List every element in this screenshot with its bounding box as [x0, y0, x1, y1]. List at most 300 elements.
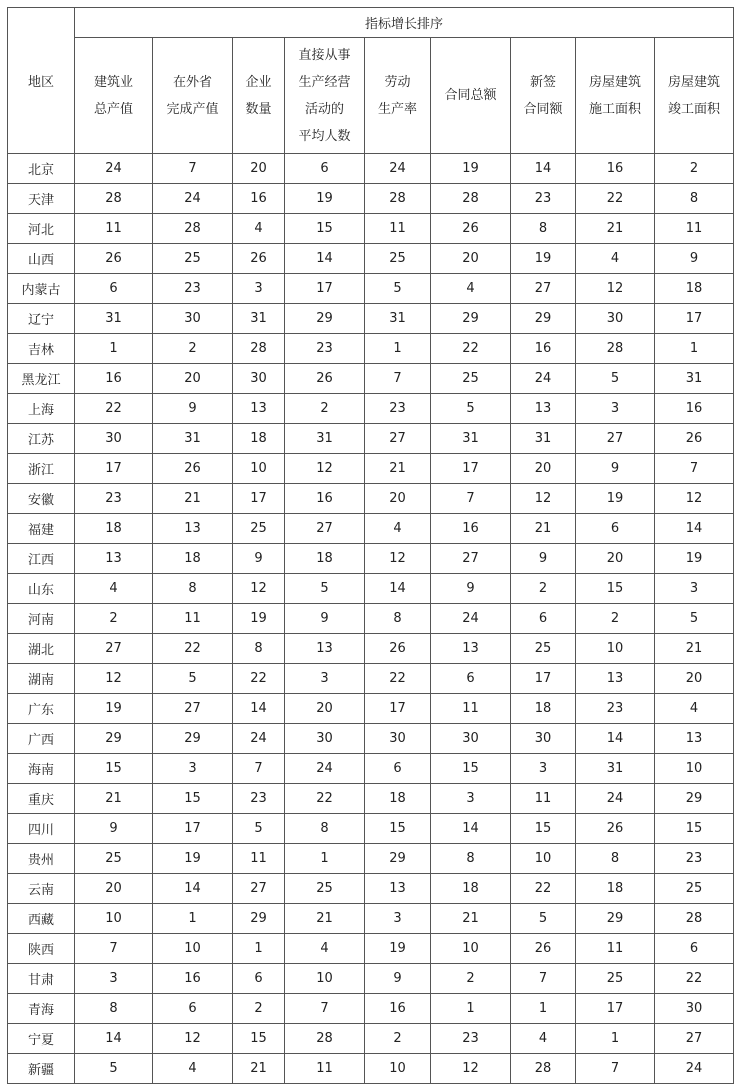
table-row	[8, 154, 734, 184]
rank-cell: 4	[365, 514, 431, 544]
rank-cell: 28	[655, 904, 734, 934]
column-header-line: 劳动	[384, 74, 411, 90]
rank-cell: 31	[655, 364, 734, 394]
rank-cell: 5	[285, 574, 365, 604]
group-header-row	[8, 8, 734, 38]
column-header-line: 竣工面积	[667, 101, 720, 117]
rank-cell: 9	[576, 454, 655, 484]
rank-cell: 31	[285, 424, 365, 454]
column-header-line: 数量	[245, 101, 272, 117]
rank-cell: 17	[233, 484, 285, 514]
rank-cell: 9	[431, 574, 511, 604]
rank-cell: 1	[153, 904, 233, 934]
rank-cell: 3	[365, 904, 431, 934]
column-header-line: 新签	[529, 74, 556, 90]
rank-cell: 14	[153, 874, 233, 904]
rank-cell: 31	[75, 304, 153, 334]
rank-cell: 5	[431, 394, 511, 424]
rank-cell: 19	[285, 184, 365, 214]
table-row	[8, 844, 734, 874]
rank-cell: 1	[431, 994, 511, 1024]
rank-cell: 25	[285, 874, 365, 904]
rank-cell: 24	[233, 724, 285, 754]
rank-cell: 11	[431, 694, 511, 724]
rank-cell: 21	[511, 514, 576, 544]
rank-cell: 22	[655, 964, 734, 994]
rank-cell: 2	[75, 604, 153, 634]
rank-cell: 25	[75, 844, 153, 874]
rank-cell: 20	[365, 484, 431, 514]
rank-cell: 7	[576, 1054, 655, 1084]
rank-cell: 10	[365, 1054, 431, 1084]
rank-cell: 15	[576, 574, 655, 604]
rank-cell: 16	[153, 964, 233, 994]
region-cell: 江西	[8, 544, 75, 574]
rank-cell: 20	[511, 454, 576, 484]
rank-cell: 7	[365, 364, 431, 394]
rank-cell: 30	[655, 994, 734, 1024]
rank-cell: 13	[233, 394, 285, 424]
table-row	[8, 604, 734, 634]
rank-cell: 23	[285, 334, 365, 364]
column-header-line: 合同额	[523, 101, 563, 117]
rank-cell: 1	[233, 934, 285, 964]
rank-cell: 22	[233, 664, 285, 694]
rank-cell: 13	[365, 874, 431, 904]
region-cell: 河南	[8, 604, 75, 634]
column-header	[233, 38, 285, 154]
rank-cell: 26	[511, 934, 576, 964]
column-header	[431, 38, 511, 154]
table-row	[8, 364, 734, 394]
ranking-table-container	[7, 7, 734, 1084]
rank-cell: 21	[431, 904, 511, 934]
rank-cell: 20	[233, 154, 285, 184]
rank-cell: 30	[511, 724, 576, 754]
rank-cell: 26	[365, 634, 431, 664]
rank-cell: 19	[233, 604, 285, 634]
rank-cell: 21	[75, 784, 153, 814]
rank-cell: 3	[655, 574, 734, 604]
rank-cell: 8	[153, 574, 233, 604]
rank-cell: 2	[511, 574, 576, 604]
rank-cell: 23	[655, 844, 734, 874]
rank-cell: 28	[511, 1054, 576, 1084]
region-cell: 上海	[8, 394, 75, 424]
rank-cell: 9	[75, 814, 153, 844]
rank-cell: 21	[655, 634, 734, 664]
rank-cell: 19	[365, 934, 431, 964]
rank-cell: 18	[233, 424, 285, 454]
rank-cell: 16	[285, 484, 365, 514]
rank-cell: 23	[431, 1024, 511, 1054]
rank-cell: 27	[75, 634, 153, 664]
rank-cell: 15	[655, 814, 734, 844]
table-row	[8, 874, 734, 904]
rank-cell: 21	[285, 904, 365, 934]
rank-cell: 2	[576, 604, 655, 634]
rank-cell: 4	[576, 244, 655, 274]
rank-cell: 12	[365, 544, 431, 574]
table-row	[8, 664, 734, 694]
rank-cell: 3	[511, 754, 576, 784]
rank-cell: 4	[75, 574, 153, 604]
rank-cell: 13	[285, 634, 365, 664]
rank-cell: 5	[576, 364, 655, 394]
rank-cell: 5	[75, 1054, 153, 1084]
rank-cell: 5	[511, 904, 576, 934]
rank-cell: 10	[431, 934, 511, 964]
rank-cell: 29	[655, 784, 734, 814]
rank-cell: 18	[511, 694, 576, 724]
region-cell: 黑龙江	[8, 364, 75, 394]
rank-cell: 31	[511, 424, 576, 454]
region-cell: 贵州	[8, 844, 75, 874]
rank-cell: 15	[365, 814, 431, 844]
rank-cell: 13	[153, 514, 233, 544]
rank-cell: 14	[233, 694, 285, 724]
rank-cell: 5	[153, 664, 233, 694]
rank-cell: 29	[431, 304, 511, 334]
rank-cell: 13	[431, 634, 511, 664]
rank-cell: 8	[233, 634, 285, 664]
rank-cell: 9	[655, 244, 734, 274]
table-row	[8, 574, 734, 604]
region-cell: 海南	[8, 754, 75, 784]
column-header-line: 平均人数	[298, 128, 351, 144]
rank-cell: 23	[511, 184, 576, 214]
table-row	[8, 1054, 734, 1084]
table-row	[8, 484, 734, 514]
table-row	[8, 994, 734, 1024]
rank-cell: 11	[576, 934, 655, 964]
rank-cell: 8	[75, 994, 153, 1024]
rank-cell: 28	[285, 1024, 365, 1054]
region-cell: 北京	[8, 154, 75, 184]
rank-cell: 19	[431, 154, 511, 184]
rank-cell: 27	[576, 424, 655, 454]
rank-cell: 3	[233, 274, 285, 304]
region-cell: 辽宁	[8, 304, 75, 334]
rank-cell: 20	[655, 664, 734, 694]
rank-cell: 30	[576, 304, 655, 334]
column-header-line: 房屋建筑	[588, 74, 641, 90]
rank-cell: 4	[233, 214, 285, 244]
rank-cell: 7	[511, 964, 576, 994]
table-row	[8, 274, 734, 304]
rank-cell: 31	[233, 304, 285, 334]
rank-cell: 10	[233, 454, 285, 484]
column-header-line: 施工面积	[588, 101, 641, 117]
rank-cell: 1	[655, 334, 734, 364]
rank-cell: 28	[431, 184, 511, 214]
rank-cell: 12	[576, 274, 655, 304]
rank-cell: 11	[511, 784, 576, 814]
rank-cell: 25	[655, 874, 734, 904]
region-cell: 浙江	[8, 454, 75, 484]
rank-cell: 11	[365, 214, 431, 244]
rank-cell: 29	[75, 724, 153, 754]
rank-cell: 3	[576, 394, 655, 424]
rank-cell: 20	[285, 694, 365, 724]
column-header-line: 总产值	[93, 101, 133, 117]
rank-cell: 16	[365, 994, 431, 1024]
rank-cell: 8	[576, 844, 655, 874]
rank-cell: 9	[511, 544, 576, 574]
rank-cell: 17	[655, 304, 734, 334]
rank-cell: 26	[285, 364, 365, 394]
column-header	[75, 38, 153, 154]
rank-cell: 21	[153, 484, 233, 514]
rank-cell: 7	[153, 154, 233, 184]
rank-cell: 15	[285, 214, 365, 244]
column-header-line: 生产率	[377, 101, 417, 117]
table-row	[8, 694, 734, 724]
rank-cell: 24	[75, 154, 153, 184]
rank-cell: 6	[431, 664, 511, 694]
rank-cell: 11	[285, 1054, 365, 1084]
rank-cell: 2	[431, 964, 511, 994]
rank-cell: 15	[233, 1024, 285, 1054]
rank-cell: 22	[431, 334, 511, 364]
rank-cell: 31	[576, 754, 655, 784]
table-row	[8, 214, 734, 244]
rank-cell: 25	[233, 514, 285, 544]
rank-cell: 19	[153, 844, 233, 874]
rank-cell: 25	[153, 244, 233, 274]
rank-cell: 13	[576, 664, 655, 694]
rank-cell: 28	[576, 334, 655, 364]
rank-cell: 14	[285, 244, 365, 274]
rank-cell: 1	[365, 334, 431, 364]
rank-cell: 25	[365, 244, 431, 274]
rank-cell: 14	[655, 514, 734, 544]
table-row	[8, 454, 734, 484]
table-row	[8, 814, 734, 844]
indicator-growth-ranking-table	[7, 7, 734, 1084]
rank-cell: 29	[365, 844, 431, 874]
rank-cell: 23	[233, 784, 285, 814]
region-cell: 西藏	[8, 904, 75, 934]
region-cell: 云南	[8, 874, 75, 904]
rank-cell: 16	[431, 514, 511, 544]
region-cell: 湖南	[8, 664, 75, 694]
region-cell: 江苏	[8, 424, 75, 454]
rank-cell: 27	[431, 544, 511, 574]
column-header-line: 房屋建筑	[667, 74, 720, 90]
rank-cell: 3	[431, 784, 511, 814]
rank-cell: 26	[431, 214, 511, 244]
rank-cell: 17	[75, 454, 153, 484]
column-header	[365, 38, 431, 154]
rank-cell: 6	[655, 934, 734, 964]
rank-cell: 17	[153, 814, 233, 844]
region-header: 地区	[8, 8, 75, 154]
rank-cell: 7	[431, 484, 511, 514]
rank-cell: 21	[365, 454, 431, 484]
rank-cell: 1	[511, 994, 576, 1024]
region-cell: 宁夏	[8, 1024, 75, 1054]
rank-cell: 26	[655, 424, 734, 454]
rank-cell: 7	[285, 994, 365, 1024]
rank-cell: 18	[365, 784, 431, 814]
column-header	[576, 38, 655, 154]
rank-cell: 10	[153, 934, 233, 964]
table-row	[8, 244, 734, 274]
rank-cell: 11	[655, 214, 734, 244]
rank-cell: 23	[365, 394, 431, 424]
region-cell: 天津	[8, 184, 75, 214]
table-row	[8, 304, 734, 334]
rank-cell: 10	[285, 964, 365, 994]
rank-cell: 4	[153, 1054, 233, 1084]
rank-cell: 6	[233, 964, 285, 994]
rank-cell: 5	[233, 814, 285, 844]
rank-cell: 17	[285, 274, 365, 304]
column-header	[285, 38, 365, 154]
rank-cell: 18	[431, 874, 511, 904]
rank-cell: 12	[233, 574, 285, 604]
region-cell: 广西	[8, 724, 75, 754]
rank-cell: 30	[285, 724, 365, 754]
rank-cell: 13	[75, 544, 153, 574]
table-row	[8, 514, 734, 544]
region-cell: 山东	[8, 574, 75, 604]
rank-cell: 26	[75, 244, 153, 274]
rank-cell: 19	[75, 694, 153, 724]
group-header: 指标增长排序	[75, 8, 734, 38]
region-cell: 河北	[8, 214, 75, 244]
rank-cell: 22	[153, 634, 233, 664]
rank-cell: 4	[511, 1024, 576, 1054]
rank-cell: 16	[576, 154, 655, 184]
rank-cell: 3	[75, 964, 153, 994]
rank-cell: 6	[153, 994, 233, 1024]
rank-cell: 25	[511, 634, 576, 664]
rank-cell: 1	[576, 1024, 655, 1054]
rank-cell: 8	[365, 604, 431, 634]
rank-cell: 8	[285, 814, 365, 844]
region-cell: 新疆	[8, 1054, 75, 1084]
rank-cell: 19	[655, 544, 734, 574]
rank-cell: 20	[75, 874, 153, 904]
rank-cell: 6	[75, 274, 153, 304]
region-cell: 青海	[8, 994, 75, 1024]
table-row	[8, 934, 734, 964]
region-cell: 四川	[8, 814, 75, 844]
rank-cell: 28	[75, 184, 153, 214]
rank-cell: 14	[431, 814, 511, 844]
rank-cell: 3	[285, 664, 365, 694]
rank-cell: 14	[511, 154, 576, 184]
rank-cell: 22	[511, 874, 576, 904]
rank-cell: 2	[153, 334, 233, 364]
rank-cell: 6	[576, 514, 655, 544]
table-row	[8, 394, 734, 424]
region-cell: 吉林	[8, 334, 75, 364]
rank-cell: 9	[365, 964, 431, 994]
column-header-line: 建筑业	[93, 74, 133, 90]
table-row	[8, 634, 734, 664]
rank-cell: 10	[511, 844, 576, 874]
table-row	[8, 904, 734, 934]
region-cell: 重庆	[8, 784, 75, 814]
column-header-line: 活动的	[304, 101, 344, 117]
region-cell: 甘肃	[8, 964, 75, 994]
rank-cell: 14	[365, 574, 431, 604]
rank-cell: 29	[511, 304, 576, 334]
column-header-line: 在外省	[172, 74, 212, 90]
rank-cell: 16	[655, 394, 734, 424]
rank-cell: 22	[365, 664, 431, 694]
rank-cell: 26	[576, 814, 655, 844]
table-row	[8, 754, 734, 784]
region-cell: 福建	[8, 514, 75, 544]
column-header-row	[8, 38, 734, 154]
table-row	[8, 964, 734, 994]
rank-cell: 31	[365, 304, 431, 334]
rank-cell: 14	[576, 724, 655, 754]
rank-cell: 22	[75, 394, 153, 424]
rank-cell: 27	[233, 874, 285, 904]
rank-cell: 27	[153, 694, 233, 724]
rank-cell: 12	[511, 484, 576, 514]
rank-cell: 18	[153, 544, 233, 574]
rank-cell: 26	[153, 454, 233, 484]
rank-cell: 11	[153, 604, 233, 634]
rank-cell: 27	[285, 514, 365, 544]
rank-cell: 6	[365, 754, 431, 784]
rank-cell: 8	[431, 844, 511, 874]
rank-cell: 22	[576, 184, 655, 214]
rank-cell: 3	[153, 754, 233, 784]
rank-cell: 15	[153, 784, 233, 814]
rank-cell: 9	[153, 394, 233, 424]
rank-cell: 28	[153, 214, 233, 244]
rank-cell: 15	[511, 814, 576, 844]
rank-cell: 21	[576, 214, 655, 244]
rank-cell: 25	[576, 964, 655, 994]
rank-cell: 9	[285, 604, 365, 634]
rank-cell: 17	[365, 694, 431, 724]
rank-cell: 2	[233, 994, 285, 1024]
rank-cell: 17	[576, 994, 655, 1024]
region-cell: 广东	[8, 694, 75, 724]
rank-cell: 10	[75, 904, 153, 934]
rank-cell: 16	[233, 184, 285, 214]
region-cell: 安徽	[8, 484, 75, 514]
rank-cell: 10	[576, 634, 655, 664]
rank-cell: 14	[75, 1024, 153, 1054]
rank-cell: 30	[153, 304, 233, 334]
rank-cell: 29	[285, 304, 365, 334]
rank-cell: 8	[511, 214, 576, 244]
rank-cell: 24	[285, 754, 365, 784]
rank-cell: 4	[655, 694, 734, 724]
rank-cell: 23	[153, 274, 233, 304]
column-header	[511, 38, 576, 154]
rank-cell: 22	[285, 784, 365, 814]
rank-cell: 28	[233, 334, 285, 364]
rank-cell: 7	[233, 754, 285, 784]
rank-cell: 12	[431, 1054, 511, 1084]
rank-cell: 29	[233, 904, 285, 934]
rank-cell: 30	[431, 724, 511, 754]
rank-cell: 2	[285, 394, 365, 424]
rank-cell: 28	[365, 184, 431, 214]
rank-cell: 19	[576, 484, 655, 514]
column-header-line: 企业	[245, 74, 272, 90]
